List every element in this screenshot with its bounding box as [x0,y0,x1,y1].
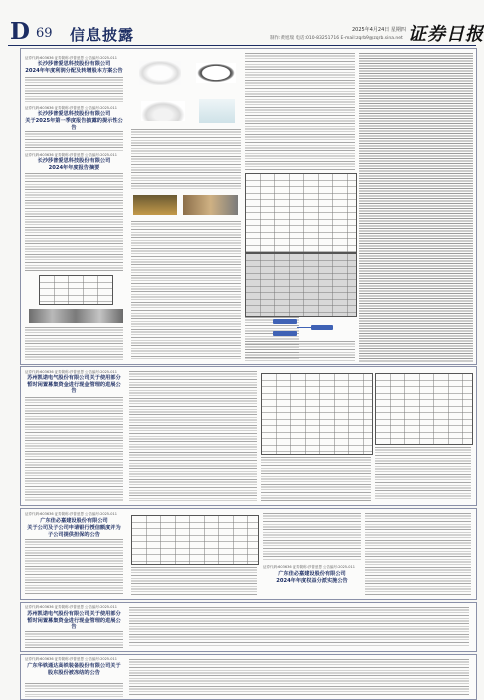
body-text [263,513,361,561]
data-table [131,515,259,565]
announcement-title: 长沙莎普爱思科技股份有限公司 [37,61,111,67]
body-text [25,683,123,697]
announcement-title: 2024年年度利润分配及转增股本方案公告 [25,68,123,74]
page-letter: D [10,18,30,45]
body-text [25,397,123,501]
section-title: 信息披露 [70,26,135,44]
code-line: 证券代码:603636 证券简称:莎普爱思 公告编号:2025-011 [25,153,117,157]
announcement-block-guangdong [20,508,477,600]
announcement-block-lower [20,602,477,652]
body-text [25,131,123,151]
body-text [245,53,355,171]
announcement-title: 长沙莎普爱思科技股份有限公司 [37,158,111,164]
announcement-title: 广东佳必嘉建设股份有限公司 [40,518,108,524]
announcement-title: 2024年年度报告摘要 [48,165,100,171]
powder-photo-icon [141,101,185,121]
date-line: 2025年4月24日 星期四 [352,27,406,33]
body-text [375,447,471,501]
photo-icon [183,195,238,215]
data-table [245,173,357,253]
editor-line: 制作:黄旭瑞 电话:010-83251716 E-mail:zqrb9@zqrb.sina.net [270,36,403,41]
code-line: 证券代码:603636 证券简称:莎普爱思 公告编号:2025-011 [25,512,117,516]
data-table [375,373,473,445]
announcement-title: 关于公司及子公司申请银行授信额度并为子公司提供担保的公告 [27,525,121,538]
data-table [261,373,373,455]
body-text [359,53,473,363]
body-text [129,607,469,647]
announcement-block-middle [20,366,477,506]
flowchart-connector [297,327,311,328]
code-line: 证券代码:603636 证券简称:莎普爱思 公告编号:2025-011 [25,370,117,374]
body-text [25,539,123,595]
announcement-block-main [20,48,477,365]
body-text [131,129,241,189]
flowchart-node [311,325,333,330]
body-text [129,659,469,695]
data-table [39,275,113,305]
body-text [25,631,123,649]
announcement-title: 长沙莎普爱思科技股份有限公司 [37,111,111,117]
body-text [129,371,257,501]
announcement-title: 广东佳必嘉建设股份有限公司 [278,571,346,577]
product-photo-strip [29,309,123,323]
body-text [261,457,371,501]
code-line: 证券代码:603636 证券简称:莎普爱思 公告编号:2025-011 [25,605,117,609]
newspaper-logo: 证券日报 [408,24,484,45]
announcement-block-bottom [20,654,477,700]
jar-photo-icon [133,195,177,215]
body-text [131,567,257,595]
announcement-title: 广东华铁通达高铁装备股份有限公司关于股东股份被冻结的公告 [27,663,121,676]
announcement-title: 苏州凯诺电气股份有限公司关于使用部分暂时闲置募集资金进行现金管理的进展公告 [27,375,121,394]
announcement-title: 苏州凯诺电气股份有限公司关于使用部分暂时闲置募集资金进行现金管理的进展公告 [27,611,121,630]
announcement-title: 关于2025年第一季度报告披露的提示性公告 [25,118,123,131]
code-line: 证券代码:603636 证券简称:莎普爱思 公告编号:2025-011 [263,565,355,569]
body-text [25,77,123,103]
flowchart-icon [273,319,297,324]
code-line: 证券代码:603636 证券简称:莎普爱思 公告编号:2025-011 [25,106,117,110]
body-text [25,173,123,271]
body-text [25,327,123,361]
code-line: 证券代码:603636 证券简称:莎普爱思 公告编号:2025-011 [25,56,117,60]
bottle-photo-icon [199,99,235,123]
ring-photo-icon [196,63,236,83]
body-text [245,341,355,361]
body-text [131,221,241,359]
data-table [245,253,357,317]
code-line: 证券代码:603636 证券简称:莎普爱思 公告编号:2025-011 [25,657,117,661]
product-photo-icon [139,61,181,85]
announcement-title: 2024年年度权益分派实施公告 [276,578,348,584]
body-text [365,513,471,595]
page-number: 69 [36,26,53,41]
masthead-rule [8,45,476,46]
flowchart-node [273,331,297,336]
